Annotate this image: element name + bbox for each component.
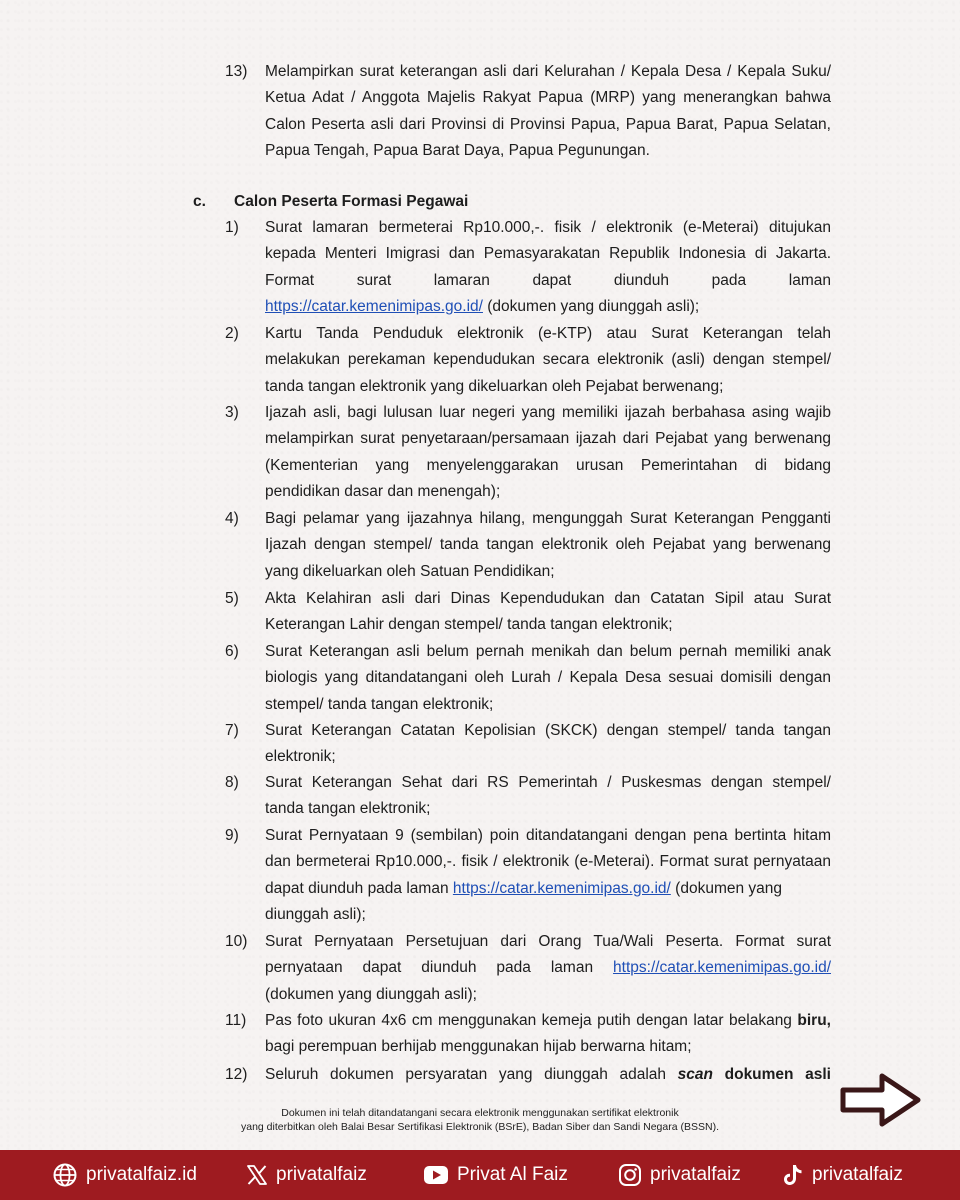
text-fragment: (dokumen yang (670, 879, 783, 897)
list-text (265, 215, 831, 321)
text-line: elektronik; (265, 748, 336, 766)
list-item-11 (225, 1008, 831, 1061)
list-number: 7) (225, 722, 239, 739)
list-number: 6) (225, 643, 239, 660)
list-text (265, 506, 831, 585)
social-tiktok[interactable] (782, 1150, 903, 1200)
text-fragment: dapat diunduh pada laman (265, 879, 453, 897)
text-line: biologis yang ditandatangani oleh Lurah / Kepala Desa sesuai domisili dengan (265, 669, 831, 687)
bold-text: dokumen asli (713, 1066, 831, 1083)
list-item-3 (225, 400, 831, 506)
social-website[interactable] (52, 1150, 197, 1200)
list-number: 13) (225, 63, 248, 80)
list-item-1 (225, 215, 831, 321)
text-line: Bagi pelamar yang ijazahnya hilang, mengunggah Surat Keterangan Pengganti (265, 510, 831, 527)
list-text (265, 718, 831, 771)
text-line: yang dikeluarkan oleh Satuan Pendidikan; (265, 562, 555, 580)
list-number: 9) (225, 827, 239, 844)
note-line: Dokumen ini telah ditandatangani secara elektronik menggunakan sertifikat elektronik (281, 1107, 679, 1119)
text-line: diunggah asli); (265, 906, 366, 924)
list-item-6 (225, 639, 831, 718)
text-line: Akta Kelahiran asli dari Dinas Kependudukan dan Catatan Sipil atau Surat (265, 590, 831, 607)
social-label: privatalfaiz.id (86, 1164, 197, 1185)
list-number: 3) (225, 404, 239, 421)
e-signature-note (160, 1106, 800, 1134)
text-line: Keterangan Lahir dengan stempel/ tanda tangan elektronik; (265, 616, 673, 634)
text-line (265, 294, 831, 320)
text-fragment: Pas foto ukuran 4x6 cm menggunakan kemeja putih dengan latar belakang (265, 1012, 798, 1029)
text-fragment: pernyataan dapat diunduh pada laman (265, 959, 614, 977)
social-label: privatalfaiz (812, 1164, 903, 1185)
list-text (265, 639, 831, 718)
text-line: pendidikan dasar dan menengah); (265, 483, 501, 501)
text-line: stempel/ tanda tangan elektronik; (265, 695, 494, 713)
bold-text: biru, (797, 1012, 831, 1029)
list-item-13-papua (225, 59, 831, 165)
text-line: Surat lamaran bermeterai Rp10.000,-. fisik / elektronik (e-Meterai) ditujukan (265, 219, 831, 236)
text-line: melampirkan surat penyetaraan/persamaan ijazah dari Pejabat yang berwenang (265, 430, 831, 448)
text-line: Melampirkan surat keterangan asli dari Kelurahan / Kepala Desa / Kepala Suku/ (265, 63, 831, 80)
next-page-arrow-icon[interactable] (838, 1068, 924, 1132)
catar-link[interactable]: https://catar.kemenimipas.go.id/ (613, 959, 831, 977)
text-line: Calon Peserta asli dari Provinsi di Provinsi Papua, Papua Barat, Papua Selatan, (265, 115, 831, 133)
list-item-5 (225, 586, 831, 639)
text-line: Surat Keterangan Sehat dari RS Pemerintah / Puskesmas dengan stempel/ (265, 774, 831, 791)
text-line: tanda tangan elektronik; (265, 800, 431, 818)
list-number: 1) (225, 219, 239, 236)
bold-italic-text: scan (677, 1066, 714, 1083)
text-line: Ijazah asli, bagi lulusan luar negeri yang memiliki ijazah berbahasa asing wajib (265, 404, 831, 421)
list-number: 11) (225, 1012, 247, 1029)
text-line (265, 1008, 831, 1034)
list-item-8 (225, 770, 831, 823)
social-label: Privat Al Faiz (457, 1164, 568, 1185)
section-letter: c. (193, 193, 206, 210)
list-number: 4) (225, 510, 239, 527)
text-line: (Kementerian yang menyelenggarakan urusan Pemerintahan di bidang (265, 456, 831, 474)
text-line (265, 1062, 831, 1088)
list-item-10 (225, 929, 831, 1008)
list-text (265, 59, 831, 165)
text-line: tanda tangan elektronik yang dikeluarkan oleh Pejabat berwenang; (265, 377, 724, 395)
list-text (265, 1008, 831, 1061)
catar-link[interactable]: https://catar.kemenimipas.go.id/ (452, 879, 671, 897)
text-line: bagi perempuan berhijab menggunakan hijab berwarna hitam; (265, 1038, 692, 1056)
text-line (265, 876, 831, 902)
text-line: Papua Tengah, Papua Barat Daya, Papua Pegunungan. (265, 142, 650, 160)
text-line: Kartu Tanda Penduduk elektronik (e-KTP) atau Surat Keterangan telah (265, 325, 831, 342)
text-line: Ijazah dengan stempel/ tanda tangan elektronik oleh Pejabat yang berwenang (265, 536, 831, 554)
text-fragment: (dokumen yang diunggah asli); (482, 298, 700, 316)
list-text (265, 929, 831, 1008)
list-item-12 (225, 1062, 831, 1088)
text-line: Surat Pernyataan 9 (sembilan) poin ditandatangani dengan pena bertinta hitam (265, 827, 831, 844)
list-text (265, 321, 831, 400)
text-line: dan bermeterai Rp10.000,-. fisik / elektronik (e-Meterai). Format surat pernyataan (265, 853, 831, 871)
list-text (265, 586, 831, 639)
text-fragment: Seluruh dokumen persyaratan yang diunggah adalah (265, 1066, 678, 1083)
social-media-bar (0, 1150, 960, 1200)
list-text (265, 823, 831, 929)
list-number: 8) (225, 774, 239, 791)
text-line (265, 955, 831, 981)
list-text (265, 770, 831, 823)
list-text (265, 400, 831, 506)
list-number: 2) (225, 325, 239, 342)
social-instagram[interactable] (618, 1150, 741, 1200)
text-line: Surat Keterangan Catatan Kepolisian (SKCK) dengan stempel/ tanda tangan (265, 722, 831, 739)
text-line: Ketua Adat / Anggota Majelis Rakyat Papua (MRP) yang menerangkan bahwa (265, 89, 831, 107)
text-line: kepada Menteri Imigrasi dan Pemasyarakatan Republik Indonesia di Jakarta. (265, 245, 831, 263)
note-line: yang diterbitkan oleh Balai Besar Sertifikasi Elektronik (BSrE), Badan Siber dan Sandi Negara (BSSN). (241, 1121, 719, 1133)
list-item-9 (225, 823, 831, 929)
instagram-icon (618, 1163, 642, 1187)
tiktok-icon (782, 1163, 804, 1187)
list-item-2 (225, 321, 831, 400)
list-item-7 (225, 718, 831, 771)
list-number: 12) (225, 1066, 248, 1083)
globe-icon (52, 1162, 78, 1188)
list-text (265, 1062, 831, 1088)
text-line: Surat Keterangan asli belum pernah menikah dan belum pernah memiliki anak (265, 643, 831, 660)
text-line: melakukan perekaman kependudukan secara elektronik (asli) dengan stempel/ (265, 351, 831, 369)
text-line: Format surat lamaran dapat diunduh pada laman (265, 271, 831, 289)
list-number: 10) (225, 933, 248, 950)
text-line: Surat Pernyataan Persetujuan dari Orang Tua/Wali Peserta. Format surat (265, 933, 831, 950)
text-line: (dokumen yang diunggah asli); (265, 985, 477, 1003)
section-title: Calon Peserta Formasi Pegawai (234, 193, 469, 210)
social-x[interactable] (246, 1150, 367, 1200)
list-item-4 (225, 506, 831, 585)
social-youtube[interactable] (423, 1150, 568, 1200)
x-logo-icon (246, 1164, 268, 1186)
social-label: privatalfaiz (276, 1164, 367, 1185)
social-label: privatalfaiz (650, 1164, 741, 1185)
youtube-icon (423, 1165, 449, 1185)
catar-link[interactable]: https://catar.kemenimipas.go.id/ (265, 298, 483, 316)
list-number: 5) (225, 590, 239, 607)
